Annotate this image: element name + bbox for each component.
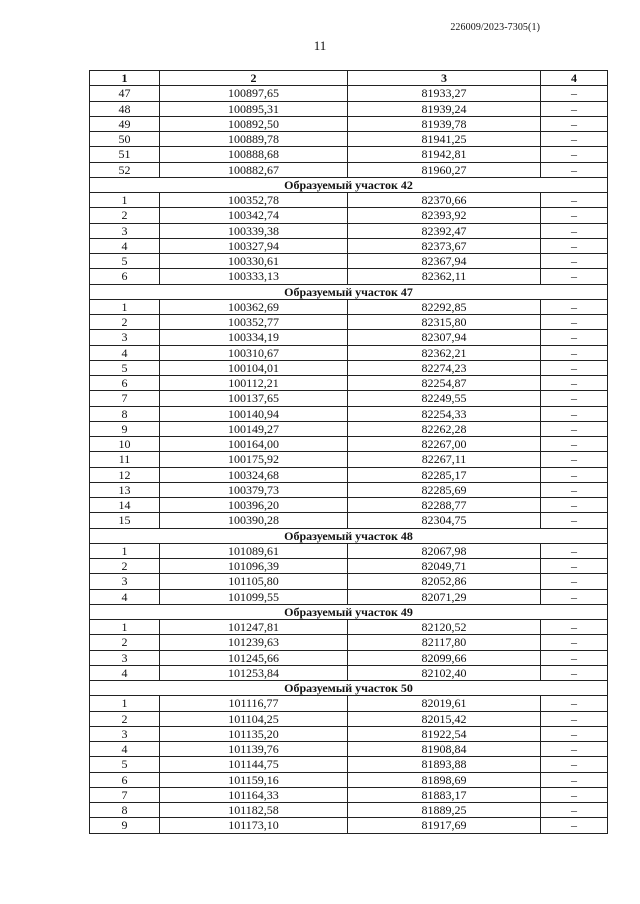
point-number: 2 — [90, 559, 160, 574]
extra-value: – — [541, 543, 608, 558]
extra-value: – — [541, 376, 608, 391]
coord-y: 81933,27 — [348, 86, 541, 101]
extra-value: – — [541, 742, 608, 757]
extra-value: – — [541, 513, 608, 528]
header-cell: 1 — [90, 71, 160, 86]
table-row — [90, 452, 608, 467]
coord-y: 82254,87 — [348, 376, 541, 391]
page-number: 11 — [313, 38, 327, 53]
section-title-row — [90, 177, 608, 192]
coord-x: 100339,38 — [160, 223, 348, 238]
extra-value: – — [541, 772, 608, 787]
coord-x: 100164,00 — [160, 437, 348, 452]
extra-value: – — [541, 208, 608, 223]
coord-x: 100137,65 — [160, 391, 348, 406]
extra-value: – — [541, 116, 608, 131]
table-row — [90, 543, 608, 558]
coord-x: 101159,16 — [160, 772, 348, 787]
table-row — [90, 620, 608, 635]
extra-value: – — [541, 665, 608, 680]
point-number: 1 — [90, 299, 160, 314]
coordinates-table — [89, 70, 608, 834]
point-number: 4 — [90, 345, 160, 360]
table-row — [90, 467, 608, 482]
coord-y: 81922,54 — [348, 726, 541, 741]
coord-y: 82370,66 — [348, 193, 541, 208]
extra-value: – — [541, 315, 608, 330]
extra-value: – — [541, 650, 608, 665]
coord-y: 82304,75 — [348, 513, 541, 528]
table-row — [90, 757, 608, 772]
coord-y: 81942,81 — [348, 147, 541, 162]
table-row — [90, 193, 608, 208]
point-number: 2 — [90, 315, 160, 330]
extra-value: – — [541, 437, 608, 452]
coord-y: 82249,55 — [348, 391, 541, 406]
extra-value: – — [541, 391, 608, 406]
extra-value: – — [541, 330, 608, 345]
coord-x: 100895,31 — [160, 101, 348, 116]
coord-x: 101089,61 — [160, 543, 348, 558]
coord-x: 100140,94 — [160, 406, 348, 421]
coord-y: 82362,21 — [348, 345, 541, 360]
coord-x: 100112,21 — [160, 376, 348, 391]
extra-value: – — [541, 696, 608, 711]
section-title-row — [90, 284, 608, 299]
table-row — [90, 437, 608, 452]
point-number: 11 — [90, 452, 160, 467]
extra-value: – — [541, 467, 608, 482]
table-row — [90, 421, 608, 436]
point-number: 7 — [90, 391, 160, 406]
point-number: 3 — [90, 574, 160, 589]
table-row — [90, 223, 608, 238]
extra-value: – — [541, 482, 608, 497]
coord-x: 101182,58 — [160, 803, 348, 818]
table-row — [90, 803, 608, 818]
coord-x: 100330,61 — [160, 254, 348, 269]
coord-y: 82067,98 — [348, 543, 541, 558]
extra-value: – — [541, 559, 608, 574]
table-row — [90, 406, 608, 421]
coord-x: 100889,78 — [160, 132, 348, 147]
table-row — [90, 376, 608, 391]
coord-x: 100888,68 — [160, 147, 348, 162]
coord-x: 100396,20 — [160, 498, 348, 513]
extra-value: – — [541, 406, 608, 421]
point-number: 47 — [90, 86, 160, 101]
coord-y: 81883,17 — [348, 787, 541, 802]
table-row — [90, 635, 608, 650]
coord-y: 82254,33 — [348, 406, 541, 421]
table-row — [90, 787, 608, 802]
extra-value: – — [541, 345, 608, 360]
table-row — [90, 696, 608, 711]
extra-value: – — [541, 421, 608, 436]
extra-value: – — [541, 101, 608, 116]
table-row — [90, 86, 608, 101]
coord-y: 81941,25 — [348, 132, 541, 147]
coord-y: 82292,85 — [348, 299, 541, 314]
extra-value: – — [541, 452, 608, 467]
point-number: 7 — [90, 787, 160, 802]
extra-value: – — [541, 162, 608, 177]
coord-y: 82267,11 — [348, 452, 541, 467]
coord-y: 82367,94 — [348, 254, 541, 269]
point-number: 1 — [90, 193, 160, 208]
coordinates-table-body — [90, 71, 608, 834]
coord-y: 82285,17 — [348, 467, 541, 482]
coord-y: 82019,61 — [348, 696, 541, 711]
coord-x: 100104,01 — [160, 360, 348, 375]
coord-x: 101239,63 — [160, 635, 348, 650]
coord-y: 82288,77 — [348, 498, 541, 513]
coord-y: 82315,80 — [348, 315, 541, 330]
coord-y: 82373,67 — [348, 238, 541, 253]
coord-x: 100333,13 — [160, 269, 348, 284]
extra-value: – — [541, 635, 608, 650]
point-number: 4 — [90, 742, 160, 757]
point-number: 13 — [90, 482, 160, 497]
coord-y: 82102,40 — [348, 665, 541, 680]
point-number: 6 — [90, 376, 160, 391]
coord-y: 82099,66 — [348, 650, 541, 665]
coord-x: 101144,75 — [160, 757, 348, 772]
extra-value: – — [541, 787, 608, 802]
coord-x: 101099,55 — [160, 589, 348, 604]
extra-value: – — [541, 589, 608, 604]
table-row — [90, 147, 608, 162]
coord-y: 81939,78 — [348, 116, 541, 131]
table-row — [90, 238, 608, 253]
table-row — [90, 574, 608, 589]
coord-y: 82015,42 — [348, 711, 541, 726]
coord-x: 101116,77 — [160, 696, 348, 711]
coord-y: 81889,25 — [348, 803, 541, 818]
table-row — [90, 391, 608, 406]
coord-x: 101139,76 — [160, 742, 348, 757]
extra-value: – — [541, 254, 608, 269]
header-cell: 3 — [348, 71, 541, 86]
coord-x: 101096,39 — [160, 559, 348, 574]
coord-x: 101135,20 — [160, 726, 348, 741]
table-row — [90, 299, 608, 314]
coord-y: 82285,69 — [348, 482, 541, 497]
coord-x: 100334,19 — [160, 330, 348, 345]
section-title: Образуемый участок 49 — [90, 604, 608, 619]
section-title-row — [90, 604, 608, 619]
point-number: 3 — [90, 726, 160, 741]
table-row — [90, 345, 608, 360]
extra-value: – — [541, 574, 608, 589]
extra-value: – — [541, 238, 608, 253]
coord-y: 82120,52 — [348, 620, 541, 635]
coord-x: 100882,67 — [160, 162, 348, 177]
table-row — [90, 498, 608, 513]
point-number: 49 — [90, 116, 160, 131]
table-row — [90, 726, 608, 741]
coord-y: 82307,94 — [348, 330, 541, 345]
table-row — [90, 559, 608, 574]
extra-value: – — [541, 757, 608, 772]
table-row — [90, 162, 608, 177]
coord-x: 100149,27 — [160, 421, 348, 436]
coord-y: 82052,86 — [348, 574, 541, 589]
section-title: Образуемый участок 48 — [90, 528, 608, 543]
point-number: 3 — [90, 223, 160, 238]
point-number: 50 — [90, 132, 160, 147]
coord-y: 82362,11 — [348, 269, 541, 284]
table-row — [90, 818, 608, 833]
document-id: 226009/2023-7305(1) — [450, 22, 540, 33]
coord-x: 100342,74 — [160, 208, 348, 223]
coord-x: 100352,77 — [160, 315, 348, 330]
point-number: 15 — [90, 513, 160, 528]
extra-value: – — [541, 269, 608, 284]
point-number: 14 — [90, 498, 160, 513]
coord-x: 100362,69 — [160, 299, 348, 314]
table-row — [90, 254, 608, 269]
coord-x: 100324,68 — [160, 467, 348, 482]
point-number: 5 — [90, 360, 160, 375]
coord-x: 101173,10 — [160, 818, 348, 833]
header-cell: 4 — [541, 71, 608, 86]
point-number: 1 — [90, 543, 160, 558]
coord-y: 81939,24 — [348, 101, 541, 116]
table-row — [90, 665, 608, 680]
table-row — [90, 513, 608, 528]
table-row — [90, 711, 608, 726]
coord-x: 101104,25 — [160, 711, 348, 726]
coord-x: 101105,80 — [160, 574, 348, 589]
coord-x: 101253,84 — [160, 665, 348, 680]
table-row — [90, 116, 608, 131]
extra-value: – — [541, 818, 608, 833]
point-number: 48 — [90, 101, 160, 116]
point-number: 2 — [90, 208, 160, 223]
extra-value: – — [541, 620, 608, 635]
point-number: 4 — [90, 665, 160, 680]
section-title: Образуемый участок 42 — [90, 177, 608, 192]
point-number: 4 — [90, 238, 160, 253]
coord-y: 82267,00 — [348, 437, 541, 452]
coord-y: 81960,27 — [348, 162, 541, 177]
point-number: 8 — [90, 803, 160, 818]
extra-value: – — [541, 726, 608, 741]
table-row — [90, 589, 608, 604]
table-row — [90, 269, 608, 284]
table-row — [90, 101, 608, 116]
point-number: 1 — [90, 620, 160, 635]
point-number: 2 — [90, 635, 160, 650]
table-header-row — [90, 71, 608, 86]
section-title-row — [90, 681, 608, 696]
coord-y: 82117,80 — [348, 635, 541, 650]
point-number: 3 — [90, 650, 160, 665]
coord-x: 100310,67 — [160, 345, 348, 360]
table-row — [90, 315, 608, 330]
table-row — [90, 742, 608, 757]
extra-value: – — [541, 498, 608, 513]
table-row — [90, 208, 608, 223]
table-row — [90, 482, 608, 497]
point-number: 5 — [90, 254, 160, 269]
extra-value: – — [541, 223, 608, 238]
point-number: 4 — [90, 589, 160, 604]
table-row — [90, 360, 608, 375]
point-number: 10 — [90, 437, 160, 452]
coord-x: 101247,81 — [160, 620, 348, 635]
coord-y: 81893,88 — [348, 757, 541, 772]
coord-x: 101245,66 — [160, 650, 348, 665]
header-cell: 2 — [160, 71, 348, 86]
coord-y: 82049,71 — [348, 559, 541, 574]
coord-y: 81917,69 — [348, 818, 541, 833]
point-number: 51 — [90, 147, 160, 162]
point-number: 6 — [90, 772, 160, 787]
extra-value: – — [541, 711, 608, 726]
point-number: 9 — [90, 421, 160, 436]
point-number: 12 — [90, 467, 160, 482]
extra-value: – — [541, 86, 608, 101]
coord-x: 100379,73 — [160, 482, 348, 497]
point-number: 52 — [90, 162, 160, 177]
section-title: Образуемый участок 50 — [90, 681, 608, 696]
coord-x: 100352,78 — [160, 193, 348, 208]
table-row — [90, 772, 608, 787]
section-title: Образуемый участок 47 — [90, 284, 608, 299]
extra-value: – — [541, 193, 608, 208]
coord-x: 101164,33 — [160, 787, 348, 802]
coord-y: 82071,29 — [348, 589, 541, 604]
coord-x: 100390,28 — [160, 513, 348, 528]
extra-value: – — [541, 360, 608, 375]
extra-value: – — [541, 132, 608, 147]
coord-y: 82392,47 — [348, 223, 541, 238]
point-number: 9 — [90, 818, 160, 833]
point-number: 6 — [90, 269, 160, 284]
point-number: 5 — [90, 757, 160, 772]
point-number: 1 — [90, 696, 160, 711]
table-row — [90, 132, 608, 147]
coord-x: 100892,50 — [160, 116, 348, 131]
coord-y: 81908,84 — [348, 742, 541, 757]
coord-y: 82262,28 — [348, 421, 541, 436]
extra-value: – — [541, 803, 608, 818]
coord-y: 82393,92 — [348, 208, 541, 223]
coord-x: 100175,92 — [160, 452, 348, 467]
table-row — [90, 330, 608, 345]
section-title-row — [90, 528, 608, 543]
coord-x: 100327,94 — [160, 238, 348, 253]
coord-y: 81898,69 — [348, 772, 541, 787]
point-number: 8 — [90, 406, 160, 421]
extra-value: – — [541, 147, 608, 162]
coord-x: 100897,65 — [160, 86, 348, 101]
extra-value: – — [541, 299, 608, 314]
coord-y: 82274,23 — [348, 360, 541, 375]
point-number: 3 — [90, 330, 160, 345]
table-row — [90, 650, 608, 665]
point-number: 2 — [90, 711, 160, 726]
